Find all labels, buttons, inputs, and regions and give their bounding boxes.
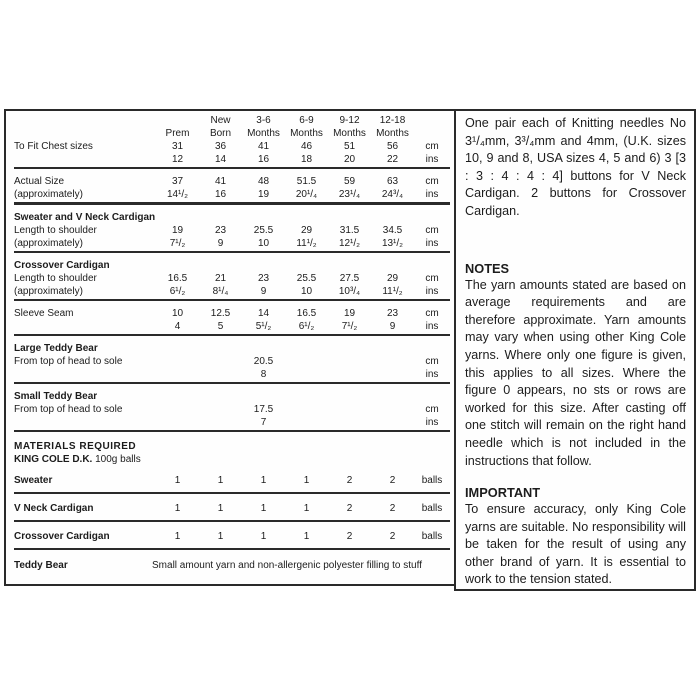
value-cm: 10 <box>171 308 184 319</box>
teddy-bear-label: Teddy Bear <box>14 560 68 571</box>
value-cm: 19 <box>171 225 184 236</box>
unit-cm: cm <box>425 273 439 284</box>
value-ins: 23¹/₄ <box>338 189 361 200</box>
value-cm: 51.5 <box>296 176 317 187</box>
table-row <box>14 403 450 416</box>
table-section <box>14 342 450 384</box>
value-ins: 24³/₄ <box>381 189 404 200</box>
balls-count: 2 <box>389 475 396 486</box>
table-row <box>14 474 450 487</box>
value-cm: 23 <box>257 273 270 284</box>
column-header-line2: Months <box>376 128 409 139</box>
table-section <box>14 390 450 432</box>
value-cm: 16.5 <box>167 273 188 284</box>
materials-row <box>14 494 450 522</box>
table-row <box>14 307 450 320</box>
table-row <box>14 140 450 153</box>
column-header-line2: Born <box>209 128 232 139</box>
value-ins: 6¹/₂ <box>298 321 315 332</box>
balls-count: 1 <box>303 503 310 514</box>
table-row <box>14 355 450 368</box>
table-row <box>14 416 450 429</box>
value-cm: 63 <box>386 176 399 187</box>
value-ins: 5 <box>217 321 224 332</box>
table-row <box>14 188 450 201</box>
balls-count: 1 <box>260 503 267 514</box>
value-cm: 16.5 <box>296 308 317 319</box>
value-ins: 10 <box>300 286 313 297</box>
yarn-ballsize: 100g balls <box>95 454 141 465</box>
value-ins: 5¹/₂ <box>255 321 272 332</box>
column-header-line1: 6-9 <box>299 115 314 126</box>
value-ins: 7¹/₂ <box>169 238 186 249</box>
value-cm: 48 <box>257 176 270 187</box>
column-header-line1: 12-18 <box>379 115 406 126</box>
unit-balls: balls <box>421 475 443 486</box>
unit-cm: cm <box>425 308 439 319</box>
materials-section <box>14 440 450 572</box>
value-ins: 11¹/₂ <box>296 238 317 249</box>
value-cm: 31.5 <box>339 225 360 236</box>
value-ins: 12 <box>171 154 184 165</box>
table-row <box>14 237 450 250</box>
value-cm: 29 <box>300 225 313 236</box>
row-label2: (approximately) <box>14 189 83 200</box>
value-ins: 16 <box>257 154 270 165</box>
row-label: Length to shoulder <box>14 225 97 236</box>
row-label: Length to shoulder <box>14 273 97 284</box>
unit-ins: ins <box>425 154 439 165</box>
balls-count: 1 <box>217 531 224 542</box>
column-header-line2: Months <box>290 128 323 139</box>
value-ins: 22 <box>386 154 399 165</box>
row-label: To Fit Chest sizes <box>14 141 93 152</box>
materials-yarn-line <box>14 453 450 466</box>
table-section <box>14 140 450 169</box>
table-row <box>14 114 450 127</box>
notes-heading: NOTES <box>465 260 510 276</box>
value-cm: 25.5 <box>296 273 317 284</box>
balls-count: 1 <box>217 503 224 514</box>
section-heading: Crossover Cardigan <box>14 260 110 271</box>
unit-balls: balls <box>421 503 443 514</box>
row-label2: (approximately) <box>14 238 83 249</box>
column-header-line2: Months <box>333 128 366 139</box>
table-section <box>14 307 450 336</box>
balls-count: 1 <box>303 531 310 542</box>
value-cm: 17.5 <box>253 404 274 415</box>
value-ins: 10 <box>257 238 270 249</box>
value-ins: 9 <box>217 238 224 249</box>
yarn-name: KING COLE D.K. <box>14 454 93 465</box>
unit-balls: balls <box>421 531 443 542</box>
value-cm: 29 <box>386 273 399 284</box>
section-heading: Large Teddy Bear <box>14 343 98 354</box>
unit-ins: ins <box>425 189 439 200</box>
value-cm: 27.5 <box>339 273 360 284</box>
row-label: From top of head to sole <box>14 404 123 415</box>
materials-heading: MATERIALS REQUIRED <box>14 441 137 452</box>
section-heading: Sweater and V Neck Cardigan <box>14 212 156 223</box>
needles-paragraph: One pair each of Knitting needles No 3¹/₄mm, 3³/₄mm and 4mm, (U.K. sizes 10, 9 and 8, USA sizes 4, 5 and 6) 3 [3 : 3 : 4 : 4 : 4] buttons for V Neck Cardigan. 2 buttons for Crossover Cardigan. <box>465 116 686 218</box>
important-heading: IMPORTANT <box>465 485 541 501</box>
teddy-bear-note: Small amount yarn and non-allergenic polyester filling to stuff <box>152 560 422 571</box>
value-cm: 25.5 <box>253 225 274 236</box>
teddy-bear-row <box>14 550 450 572</box>
table-row <box>14 530 450 543</box>
table-section <box>14 259 450 301</box>
table-row <box>14 272 450 285</box>
value-cm: 23 <box>214 225 227 236</box>
balls-count: 2 <box>389 503 396 514</box>
value-ins: 6¹/₂ <box>169 286 186 297</box>
info-panel <box>454 109 696 591</box>
balls-count: 2 <box>346 503 353 514</box>
row-label: From top of head to sole <box>14 356 123 367</box>
value-cm: 37 <box>171 176 184 187</box>
balls-count: 1 <box>174 475 181 486</box>
table-header <box>14 114 450 140</box>
value-ins: 8 <box>260 369 267 380</box>
unit-ins: ins <box>425 238 439 249</box>
value-cm: 12.5 <box>210 308 231 319</box>
value-ins: 10³/₄ <box>338 286 361 297</box>
column-header-line1: 9-12 <box>339 115 360 126</box>
materials-row-label: Sweater <box>14 475 53 486</box>
value-ins: 14 <box>214 154 227 165</box>
unit-ins: ins <box>425 369 439 380</box>
value-cm: 59 <box>343 176 356 187</box>
table-row <box>14 502 450 515</box>
unit-cm: cm <box>425 404 439 415</box>
balls-count: 1 <box>217 475 224 486</box>
row-label: Actual Size <box>14 176 65 187</box>
value-ins: 19 <box>257 189 270 200</box>
row-label: Sleeve Seam <box>14 308 74 319</box>
table-row <box>14 320 450 333</box>
value-cm: 41 <box>257 141 270 152</box>
table-section <box>14 211 450 253</box>
table-section <box>14 175 450 205</box>
unit-cm: cm <box>425 141 439 152</box>
unit-cm: cm <box>425 225 439 236</box>
row-label2: (approximately) <box>14 286 83 297</box>
value-ins: 16 <box>214 189 227 200</box>
column-header-line1: 3-6 <box>256 115 271 126</box>
column-header-line2: Months <box>247 128 280 139</box>
value-ins: 12¹/₂ <box>338 238 361 249</box>
value-ins: 13¹/₂ <box>381 238 404 249</box>
materials-row <box>14 522 450 550</box>
balls-count: 2 <box>346 475 353 486</box>
value-cm: 20.5 <box>253 356 274 367</box>
size-table <box>14 114 450 432</box>
materials-rows <box>14 466 450 550</box>
unit-cm: cm <box>425 176 439 187</box>
value-cm: 23 <box>386 308 399 319</box>
unit-cm: cm <box>425 356 439 367</box>
value-ins: 9 <box>260 286 267 297</box>
notes-paragraph: The yarn amounts stated are based on average requirements and are therefore approximate. Yarn amounts may vary when using other King Cole yarns. Where only one figure is given, this applies to all sizes. Where the figure 0 appears, no sts or rows are worked for this size. After casting off one stitch will remain on the right hand needle which is not included in the instructions that follow. <box>465 277 686 468</box>
value-ins: 9 <box>389 321 396 332</box>
section-heading: Small Teddy Bear <box>14 391 98 402</box>
value-cm: 19 <box>343 308 356 319</box>
balls-count: 2 <box>389 531 396 542</box>
value-cm: 41 <box>214 176 227 187</box>
value-ins: 14¹/₂ <box>166 189 189 200</box>
materials-row-label: V Neck Cardigan <box>14 503 94 514</box>
balls-count: 1 <box>260 531 267 542</box>
balls-count: 2 <box>346 531 353 542</box>
balls-count: 1 <box>174 531 181 542</box>
value-cm: 51 <box>343 141 356 152</box>
column-header-line1: New <box>210 115 231 126</box>
unit-ins: ins <box>425 417 439 428</box>
table-row <box>14 285 450 298</box>
size-table-panel <box>4 109 456 586</box>
value-ins: 7 <box>260 417 267 428</box>
value-ins: 7¹/₂ <box>341 321 358 332</box>
table-row <box>14 175 450 188</box>
value-cm: 31 <box>171 141 184 152</box>
unit-ins: ins <box>425 321 439 332</box>
value-cm: 14 <box>257 308 270 319</box>
value-cm: 36 <box>214 141 227 152</box>
value-ins: 11¹/₂ <box>382 286 403 297</box>
column-header-line2: Prem <box>165 128 190 139</box>
table-row <box>14 153 450 166</box>
table-row <box>14 368 450 381</box>
value-ins: 8¹/₄ <box>212 286 229 297</box>
materials-row-label: Crossover Cardigan <box>14 531 110 542</box>
table-row <box>14 224 450 237</box>
value-cm: 34.5 <box>382 225 403 236</box>
unit-ins: ins <box>425 286 439 297</box>
value-cm: 56 <box>386 141 399 152</box>
balls-count: 1 <box>260 475 267 486</box>
value-ins: 20 <box>343 154 356 165</box>
value-cm: 46 <box>300 141 313 152</box>
value-ins: 18 <box>300 154 313 165</box>
balls-count: 1 <box>174 503 181 514</box>
value-ins: 20¹/₄ <box>295 189 318 200</box>
important-paragraph: To ensure accuracy, only King Cole yarns are suitable. No responsibility will be taken for the result of using any other brand of yarn. It is essential to work to the tension stated. <box>465 502 686 587</box>
value-cm: 21 <box>214 273 227 284</box>
value-ins: 4 <box>174 321 181 332</box>
materials-row <box>14 466 450 494</box>
table-row <box>14 127 450 140</box>
balls-count: 1 <box>303 475 310 486</box>
